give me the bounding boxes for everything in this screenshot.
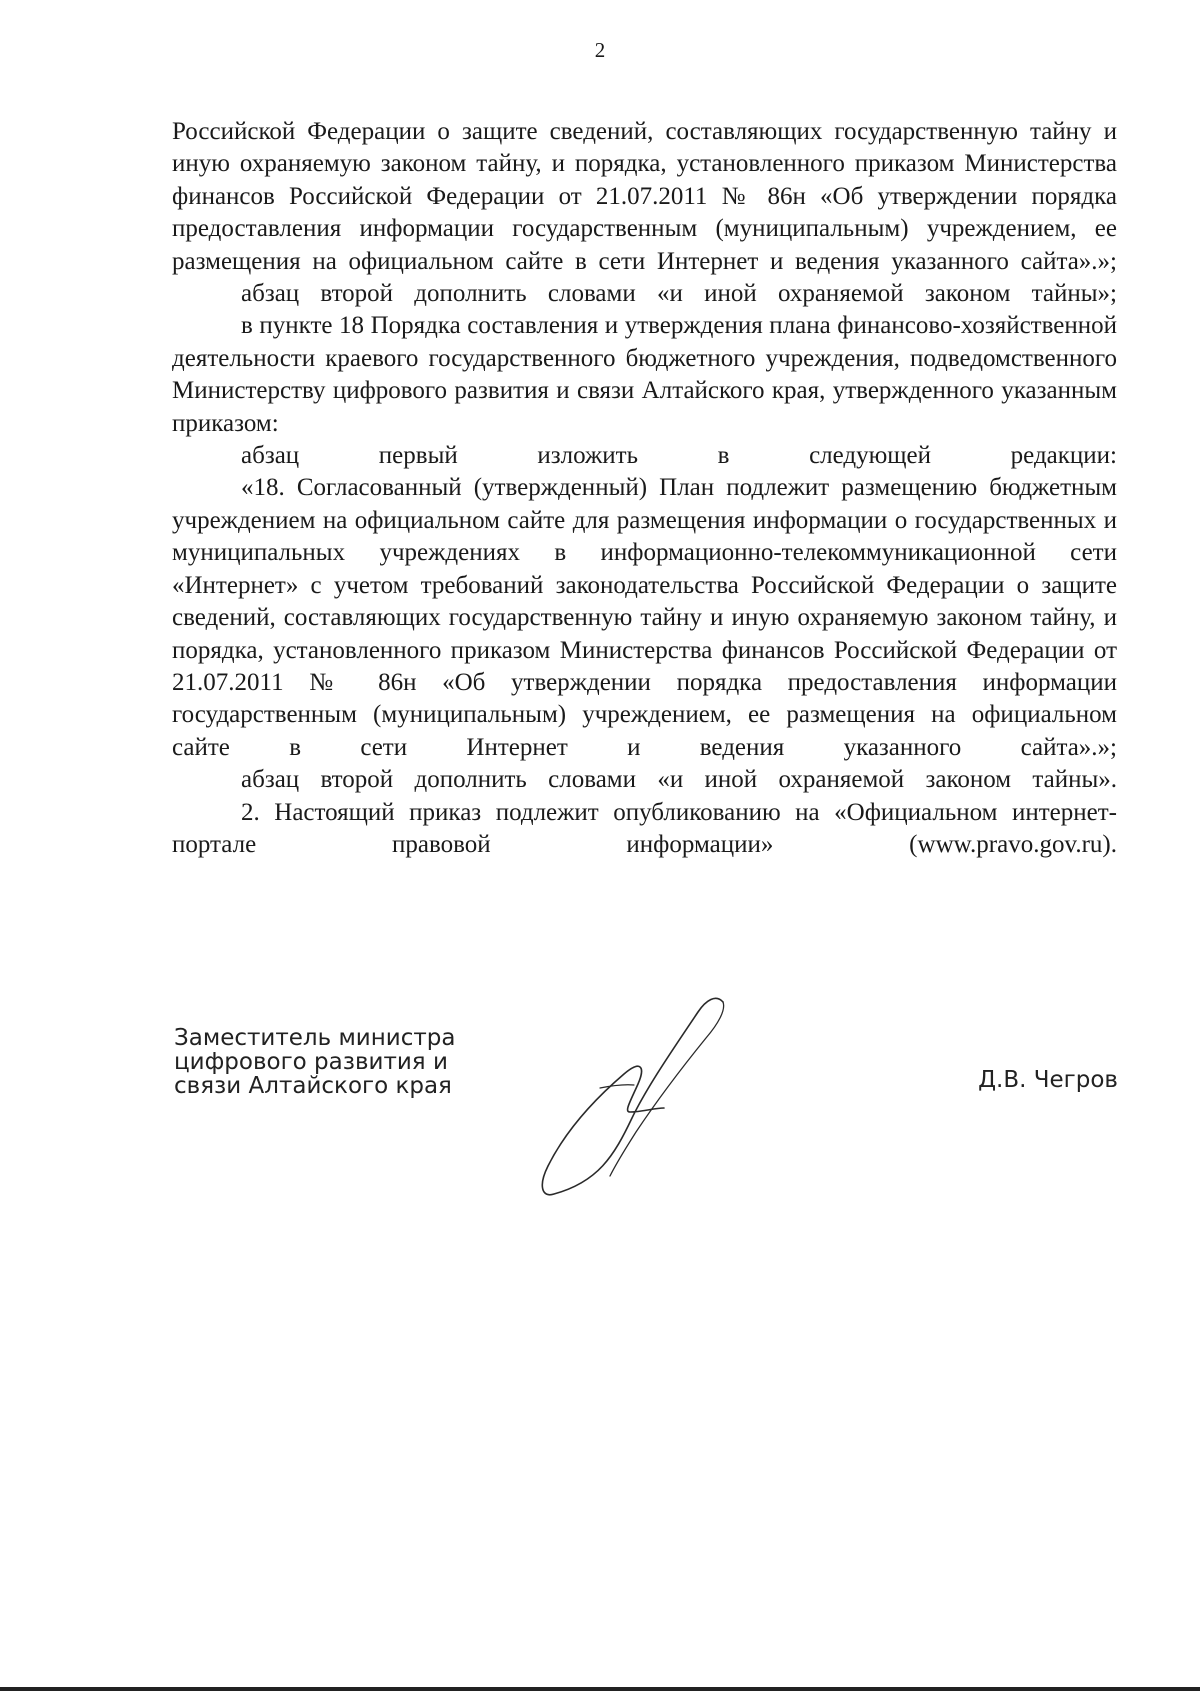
paragraph: в пункте 18 Порядка составления и утверждения плана финансово-хозяйственной деятельности краевого государственного бюджетного учреждения, подведомственного Министерству цифрового развития и связи Алтайского края, утвержденного указанным приказом: (172, 312, 1117, 437)
paragraph: абзац первый изложить в следующей редакции: (241, 442, 1117, 470)
handwritten-signature (540, 990, 730, 1200)
signatory-title (174, 1026, 455, 1098)
page-number: 2 (594, 38, 606, 62)
bottom-border-line (0, 1687, 1200, 1691)
paragraph: 2. Настоящий приказ подлежит опубликованию на «Официальном интернет-портале правовой информации» (www.pravo.gov.ru). (172, 798, 1117, 858)
signatory-title-line: Заместитель министра (174, 1025, 456, 1051)
signatory-title-line: цифрового развития и (174, 1049, 448, 1075)
paragraph: «18. Согласованный (утвержденный) План подлежит размещению бюджетным учреждением на официальном сайте для размещения информации о государственных и муниципальных учреждениях в информационно-телекоммуникационной сети «Интернет» с учетом требований законодательства Российской Федерации о защите сведений, составляющих государственную тайну и иную охраняемую законом тайну, и порядка, установленного приказом Министерства финансов Российской Федерации от 21.07.2011 № 86н «Об утверждении порядка предоставления информации государственным (муниципальным) учреждением, ее размещения на официальном сайте в сети Интернет и ведения указанного сайта».»; (172, 474, 1117, 761)
signatory-title-line: связи Алтайского края (174, 1073, 452, 1099)
paragraph: абзац второй дополнить словами «и иной охраняемой законом тайны». (241, 766, 1117, 794)
paragraph: Российской Федерации о защите сведений, составляющих государственную тайну и иную охраняемую законом тайну, и порядка, установленного приказом Министерства финансов Российской Федерации от 21.07.2011 № 86н «Об утверждении порядка предоставления информации государственным (муниципальным) учреждением, ее размещения на официальном сайте в сети Интернет и ведения указанного сайта».»; (172, 118, 1117, 275)
document-body (172, 116, 1117, 861)
signatory-name: Д.В. Чегров (978, 1067, 1118, 1093)
paragraph: абзац второй дополнить словами «и иной охраняемой законом тайны»; (241, 280, 1117, 308)
